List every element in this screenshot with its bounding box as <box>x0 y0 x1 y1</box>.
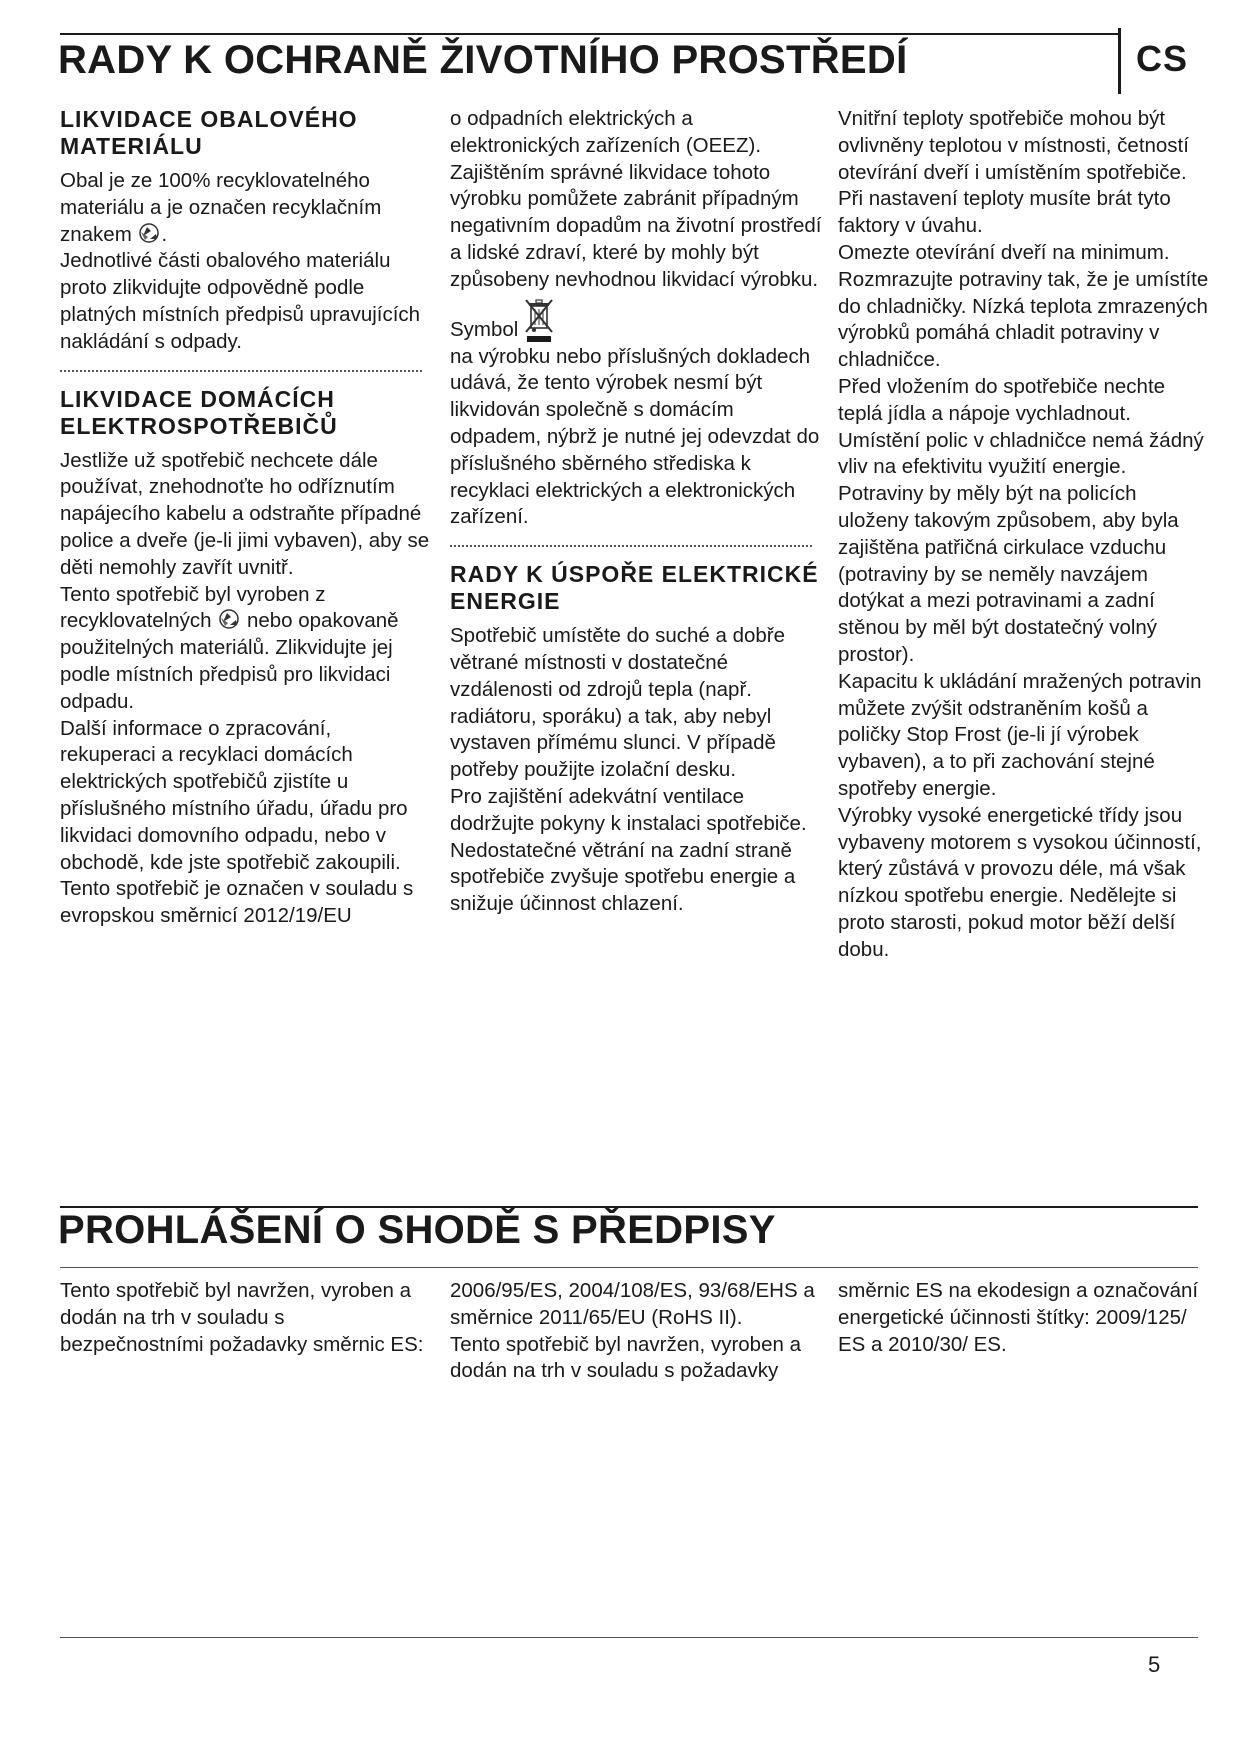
dotted-separator <box>60 370 422 372</box>
section-under-rule <box>60 1267 1198 1268</box>
paragraph-disposal-2: Tento spotřebič byl vyroben z recyklovatelných nebo opakovaně použitelných materiálů. Zlikvidujte jej podle místních předpisů pro likvidaci odpadu. <box>60 582 399 713</box>
recycle-icon <box>217 608 241 630</box>
paragraph-tips-3: Rozmrazujte potraviny tak, že je umístíte do chladničky. Nízká teplota zmrazených výrobků pomáhá chladit potraviny v chladničce. <box>838 267 1209 372</box>
paragraph-conformity-3: Tento spotřebič byl navržen, vyroben a dodán na trh v souladu s požadavky <box>450 1332 801 1383</box>
symbol-label: Symbol <box>450 317 519 341</box>
conformity-column-1 <box>60 1278 432 1358</box>
conformity-title: PROHLÁŠENÍ O SHODĚ S PŘEDPISY <box>58 1208 776 1252</box>
weee-symbol-line <box>450 296 822 344</box>
paragraph-weee-2: na výrobku nebo příslušných dokladech udává, že tento výrobek nesmí být likvidován společně s domácím odpadem, nýbrž je nutné jej odevzdat do příslušného sběrného střediska k recyklaci elektrických a elektronických zařízení. <box>450 344 820 529</box>
language-tab-divider <box>1118 28 1121 94</box>
column-2 <box>450 106 822 918</box>
paragraph-energy-2: Pro zajištění adekvátní ventilace dodržujte pokyny k instalaci spotřebiče. <box>450 784 807 835</box>
dotted-separator <box>450 545 812 547</box>
page-title: RADY K OCHRANĚ ŽIVOTNÍHO PROSTŘEDÍ <box>58 38 908 82</box>
paragraph-weee-1: o odpadních elektrických a elektronických zařízeních (OEEZ). Zajištěním správné likvidace tohoto výrobku pomůžete zabránit případným negativním dopadům na životní prostředí a lidské zdraví, které by mohly být způsobeny nevhodnou likvidací výrobku. <box>450 107 822 291</box>
paragraph-tips-2: Omezte otevírání dveří na minimum. <box>838 240 1170 264</box>
paragraph-energy-3: Nedostatečné větrání na zadní straně spotřebiče zvyšuje spotřebu energie a snižuje účinnost chlazení. <box>450 838 796 916</box>
page-number: 5 <box>1148 1652 1161 1677</box>
paragraph-tips-7: Výrobky vysoké energetické třídy jsou vybaveny motorem s vysokou účinností, který zůstává v provozu déle, má však nízkou spotřebu energie. Nedělejte si proto starosti, pokud motor běží delší dobu. <box>838 803 1202 961</box>
crossed-bin-icon <box>522 296 556 344</box>
paragraph-tips-6: Kapacitu k ukládání mražených potravin můžete zvýšit odstraněním košů a poličky Stop Frost (je-li jí výrobek vybaven), a to při zachování stejné spotřeby energie. <box>838 669 1202 800</box>
paragraph-tips-5: Umístění polic v chladničce nemá žádný vliv na efektivitu využití energie. Potraviny by měly být na policích uloženy takovým způsobem, aby byla zajištěna patřičná cirkulace vzduchu (potraviny by se neměly navzájem dotýkat a mezi potravinami a zadní stěnou by měl být dostatečný volný prostor). <box>838 428 1204 666</box>
paragraph-tips-1: Vnitřní teploty spotřebiče mohou být ovlivněny teplotou v místnosti, četností otevírání dveří i umístěním spotřebiče. Při nastavení teploty musíte brát tyto faktory v úvahu. <box>838 107 1189 238</box>
paragraph-conformity-4: směrnic ES na ekodesign a označování energetické účinnosti štítky: 2009/125/ ES a 2010/30/ ES. <box>838 1279 1199 1356</box>
recycle-icon <box>137 222 161 244</box>
heading-appliance-disposal: LIKVIDACE DOMÁCÍCH ELEKTROSPOTŘEBIČŮ <box>60 385 338 439</box>
column-1 <box>60 106 432 930</box>
header-top-rule <box>60 33 1118 35</box>
paragraph-packaging-2: Jednotlivé části obalového materiálu proto zlikvidujte odpovědně podle platných místních předpisů upravujících nakládání s odpady. <box>60 249 421 353</box>
paragraph-packaging-1: Obal je ze 100% recyklovatelného materiálu a je označen recyklačním znakem . <box>60 169 382 246</box>
paragraph-conformity-2: 2006/95/ES, 2004/108/ES, 93/68/EHS a směrnice 2011/65/EU (RoHS II). <box>450 1279 815 1329</box>
paragraph-conformity-1: Tento spotřebič byl navržen, vyroben a dodán na trh v souladu s bezpečnostními požadavky směrnic ES: <box>60 1279 424 1356</box>
paragraph-disposal-4: Tento spotřebič je označen v souladu s evropskou směrnicí 2012/19/EU <box>60 877 414 928</box>
conformity-column-3 <box>838 1278 1210 1358</box>
conformity-column-2 <box>450 1278 822 1385</box>
paragraph-tips-4: Před vložením do spotřebiče nechte teplá jídla a nápoje vychladnout. <box>838 374 1166 425</box>
paragraph-energy-1: Spotřebič umístěte do suché a dobře větrané místnosti v dostatečné vzdálenosti od zdrojů tepla (např. radiátoru, sporáku) a tak, aby nebyl vystaven přímému slunci. V případě potřeby použijte izolační desku. <box>450 624 786 782</box>
column-3 <box>838 106 1210 964</box>
language-code: CS <box>1136 38 1189 79</box>
heading-packaging-disposal: LIKVIDACE OBALOVÉHO MATERIÁLU <box>60 106 358 159</box>
heading-energy-saving: RADY K ÚSPOŘE ELEKTRICKÉ ENERGIE <box>450 561 819 615</box>
paragraph-disposal-3: Další informace o zpracování, rekuperaci a recyklaci domácích elektrických spotřebičů zjistíte u příslušného místního úřadu, úřadu pro likvidaci domovního odpadu, nebo v obchodě, kde jste spotřebič zakoupili. <box>60 716 408 874</box>
paragraph-disposal-1: Jestliže už spotřebič nechcete dále používat, znehodnoťte ho odříznutím napájecího kabelu a odstraňte případné police a dveře (je-li jimi vybaven), aby se děti nemohly zavřít uvnitř. <box>60 448 430 579</box>
footer-rule <box>60 1637 1198 1638</box>
